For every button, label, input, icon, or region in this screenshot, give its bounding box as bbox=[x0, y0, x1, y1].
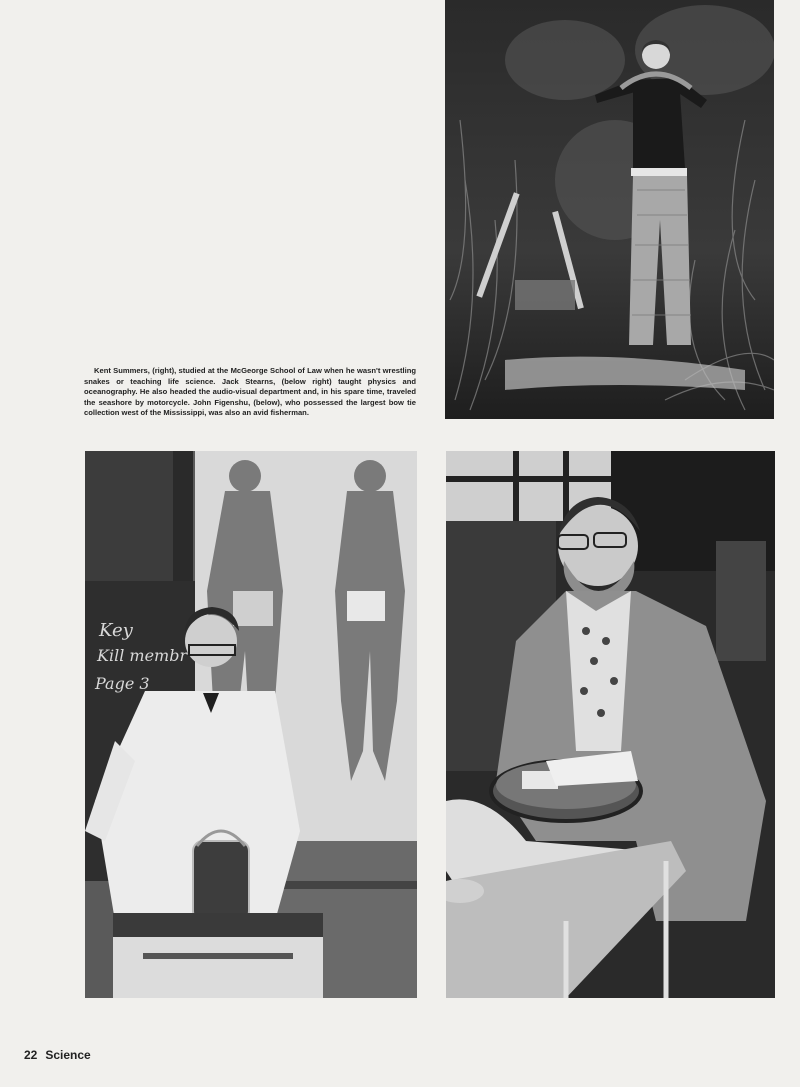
photo-john-figenshu-classroom bbox=[85, 451, 417, 998]
photo-jack-stearns-av-room bbox=[446, 451, 775, 998]
section-name: Science bbox=[45, 1048, 91, 1062]
chalkboard-line-1: Key bbox=[99, 620, 133, 641]
page-footer bbox=[24, 1048, 91, 1062]
photo-caption: Kent Summers, (right), studied at the McGeorge School of Law when he wasn't wrestling snakes or teaching life science. Jack Stearns, (below right) taught physics and oceanography. He also headed the audio-visual department and, in his spare time, traveled the seashore by motorcycle. John Figenshu, (below), who possessed the largest bow tie collection west of the Mississippi, was also an avid fisherman. bbox=[84, 366, 416, 418]
page-number: 22 bbox=[24, 1048, 38, 1062]
chalkboard-line-2: Kill membr bbox=[97, 646, 188, 665]
chalkboard-line-3: Page 3 bbox=[95, 674, 150, 693]
photo-kent-summers-garden bbox=[445, 0, 774, 419]
